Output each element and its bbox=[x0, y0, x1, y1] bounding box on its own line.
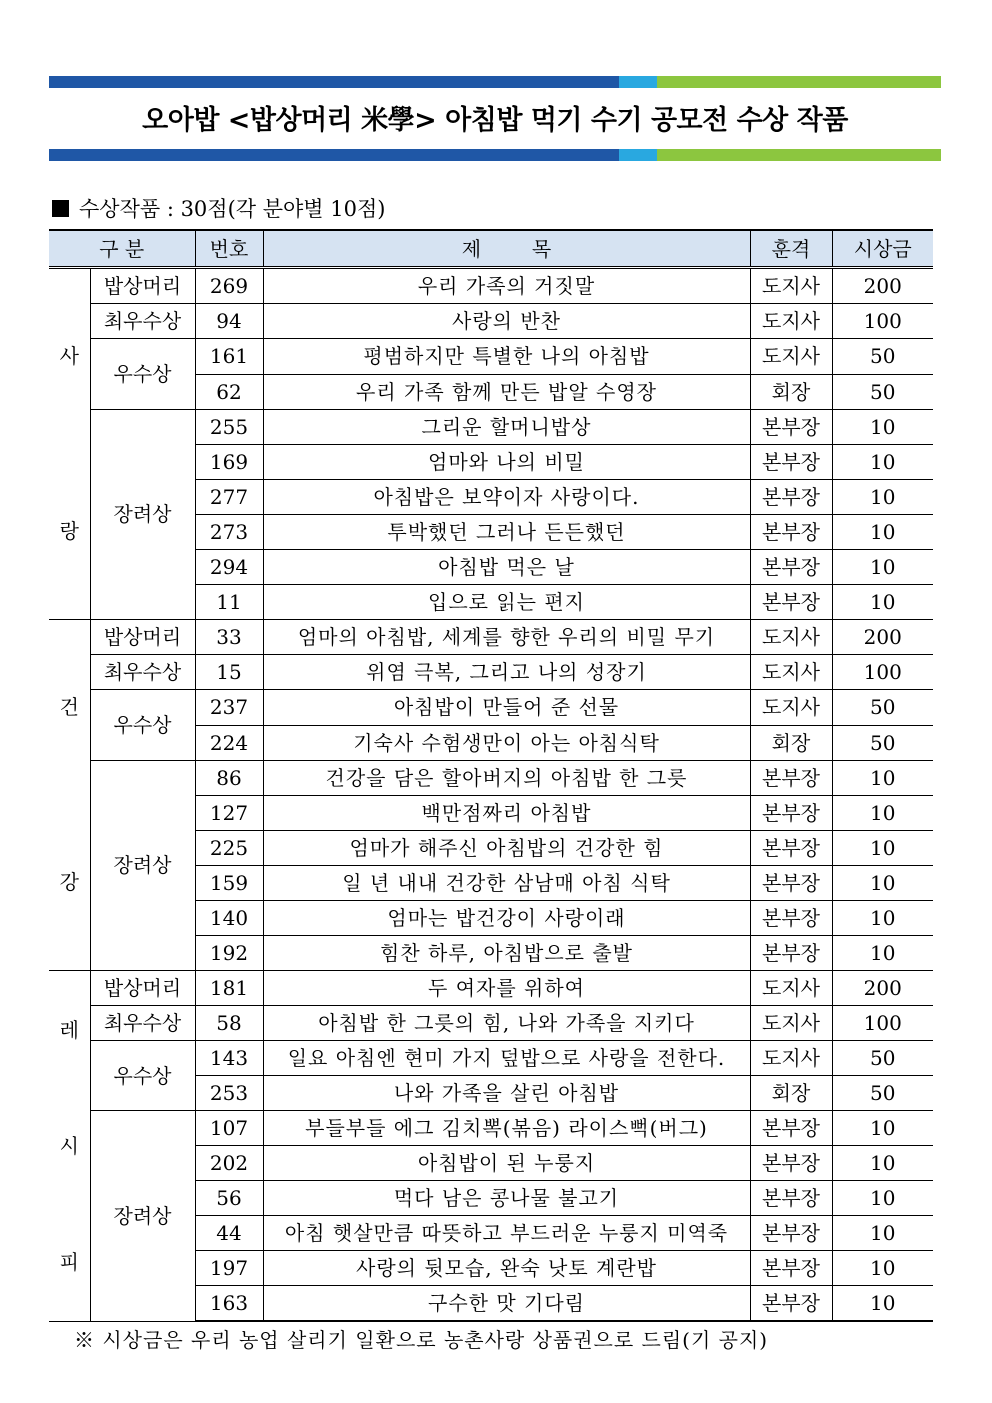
title-cell: 아침밥이 만들어 준 선물 bbox=[263, 690, 750, 726]
award-cell: 밥상머리 bbox=[90, 971, 195, 1006]
number-cell: 277 bbox=[195, 480, 263, 515]
award-cell: 최우수상 bbox=[90, 655, 195, 690]
square-bullet-icon bbox=[52, 200, 69, 217]
awards-table bbox=[49, 229, 933, 1322]
prize-cell: 10 bbox=[832, 1111, 933, 1146]
prize-cell: 50 bbox=[832, 1041, 933, 1076]
rank-cell: 본부장 bbox=[750, 445, 832, 480]
prize-cell: 10 bbox=[832, 1286, 933, 1322]
number-cell: 197 bbox=[195, 1251, 263, 1286]
rank-cell: 도지사 bbox=[750, 268, 832, 304]
title-cell: 먹다 남은 콩나물 불고기 bbox=[263, 1181, 750, 1216]
title-cell: 위염 극복, 그리고 나의 성장기 bbox=[263, 655, 750, 690]
prize-cell: 200 bbox=[832, 620, 933, 655]
prize-cell: 10 bbox=[832, 796, 933, 831]
number-cell: 58 bbox=[195, 1006, 263, 1041]
table-row bbox=[49, 339, 933, 375]
table-header-row bbox=[49, 230, 933, 268]
table-row bbox=[49, 655, 933, 690]
category-char: 레 bbox=[59, 1017, 79, 1042]
title-cell: 기숙사 수험생만이 아는 아침식탁 bbox=[263, 725, 750, 760]
number-cell: 269 bbox=[195, 268, 263, 304]
category-char: 피 bbox=[59, 1249, 79, 1274]
rank-cell: 도지사 bbox=[750, 339, 832, 375]
rank-cell: 본부장 bbox=[750, 550, 832, 585]
rank-cell: 도지사 bbox=[750, 620, 832, 655]
award-cell: 우수상 bbox=[90, 1041, 195, 1111]
category-char: 사 bbox=[59, 344, 79, 368]
table-row bbox=[49, 760, 933, 796]
number-cell: 294 bbox=[195, 550, 263, 585]
title-cell: 아침 햇살만큼 따뜻하고 부드러운 누룽지 미역죽 bbox=[263, 1216, 750, 1251]
rank-cell: 회장 bbox=[750, 725, 832, 760]
number-cell: 255 bbox=[195, 409, 263, 445]
title-cell: 아침밥 한 그릇의 힘, 나와 가족을 지키다 bbox=[263, 1006, 750, 1041]
prize-cell: 10 bbox=[832, 550, 933, 585]
title-cell: 일요 아침엔 현미 가지 덮밥으로 사랑을 전한다. bbox=[263, 1041, 750, 1076]
title-cell: 엄마는 밥건강이 사랑이래 bbox=[263, 901, 750, 936]
prize-cell: 10 bbox=[832, 901, 933, 936]
number-cell: 56 bbox=[195, 1181, 263, 1216]
title-cell: 사랑의 반찬 bbox=[263, 304, 750, 339]
number-cell: 127 bbox=[195, 796, 263, 831]
header-title: 제 목 bbox=[263, 230, 750, 268]
category-char: 시 bbox=[59, 1133, 79, 1158]
rank-cell: 본부장 bbox=[750, 796, 832, 831]
number-cell: 163 bbox=[195, 1286, 263, 1322]
prize-cell: 50 bbox=[832, 690, 933, 726]
category-char: 건 bbox=[59, 695, 79, 719]
number-cell: 86 bbox=[195, 760, 263, 796]
rank-cell: 본부장 bbox=[750, 1181, 832, 1216]
category-char: 랑 bbox=[59, 519, 79, 543]
rank-cell: 본부장 bbox=[750, 585, 832, 620]
rank-cell: 본부장 bbox=[750, 936, 832, 971]
prize-cell: 10 bbox=[832, 936, 933, 971]
table-row bbox=[49, 268, 933, 304]
title-cell: 부들부들 에그 김치뽁(볶음) 라이스뻑(버그) bbox=[263, 1111, 750, 1146]
title-cell: 구수한 맛 기다림 bbox=[263, 1286, 750, 1322]
number-cell: 107 bbox=[195, 1111, 263, 1146]
prize-cell: 10 bbox=[832, 409, 933, 445]
header-category: 구 분 bbox=[49, 230, 195, 268]
rank-cell: 본부장 bbox=[750, 866, 832, 901]
rank-cell: 도지사 bbox=[750, 655, 832, 690]
prize-cell: 10 bbox=[832, 1146, 933, 1181]
prize-cell: 100 bbox=[832, 304, 933, 339]
rank-cell: 도지사 bbox=[750, 1041, 832, 1076]
award-cell: 최우수상 bbox=[90, 304, 195, 339]
rank-cell: 도지사 bbox=[750, 304, 832, 339]
summary-line bbox=[52, 195, 385, 223]
number-cell: 169 bbox=[195, 445, 263, 480]
award-cell: 장려상 bbox=[90, 760, 195, 971]
number-cell: 202 bbox=[195, 1146, 263, 1181]
page-title: 오아밥 <밥상머리 米學> 아침밥 먹기 수기 공모전 수상 작품 bbox=[142, 105, 848, 136]
header-prize: 시상금 bbox=[832, 230, 933, 268]
table-row bbox=[49, 971, 933, 1006]
number-cell: 225 bbox=[195, 831, 263, 866]
number-cell: 192 bbox=[195, 936, 263, 971]
prize-cell: 10 bbox=[832, 585, 933, 620]
number-cell: 237 bbox=[195, 690, 263, 726]
rank-cell: 본부장 bbox=[750, 1251, 832, 1286]
title-cell: 백만점짜리 아침밥 bbox=[263, 796, 750, 831]
title-cell: 엄마가 해주신 아침밥의 건강한 힘 bbox=[263, 831, 750, 866]
rank-cell: 도지사 bbox=[750, 1006, 832, 1041]
title-cell: 일 년 내내 건강한 삼남매 아침 식탁 bbox=[263, 866, 750, 901]
title-cell: 우리 가족 함께 만든 밥알 수영장 bbox=[263, 374, 750, 409]
rank-cell: 도지사 bbox=[750, 690, 832, 726]
table-row bbox=[49, 409, 933, 445]
prize-cell: 10 bbox=[832, 760, 933, 796]
category-char: 강 bbox=[59, 870, 79, 894]
table-row bbox=[49, 1111, 933, 1146]
title-cell: 평범하지만 특별한 나의 아침밥 bbox=[263, 339, 750, 375]
award-cell: 장려상 bbox=[90, 1111, 195, 1322]
title-cell: 힘찬 하루, 아침밥으로 출발 bbox=[263, 936, 750, 971]
prize-cell: 10 bbox=[832, 866, 933, 901]
title-cell: 아침밥이 된 누룽지 bbox=[263, 1146, 750, 1181]
title-cell: 건강을 담은 할아버지의 아침밥 한 그릇 bbox=[263, 760, 750, 796]
title-cell: 나와 가족을 살린 아침밥 bbox=[263, 1076, 750, 1111]
rank-cell: 본부장 bbox=[750, 515, 832, 550]
table-row bbox=[49, 620, 933, 655]
rank-cell: 도지사 bbox=[750, 971, 832, 1006]
table-body bbox=[49, 268, 933, 1322]
award-cell: 밥상머리 bbox=[90, 268, 195, 304]
number-cell: 253 bbox=[195, 1076, 263, 1111]
rank-cell: 본부장 bbox=[750, 1111, 832, 1146]
prize-cell: 10 bbox=[832, 1216, 933, 1251]
number-cell: 94 bbox=[195, 304, 263, 339]
number-cell: 224 bbox=[195, 725, 263, 760]
prize-cell: 100 bbox=[832, 655, 933, 690]
prize-cell: 50 bbox=[832, 1076, 933, 1111]
number-cell: 161 bbox=[195, 339, 263, 375]
prize-cell: 10 bbox=[832, 1251, 933, 1286]
rank-cell: 본부장 bbox=[750, 760, 832, 796]
category-cell bbox=[49, 620, 90, 971]
rank-cell: 본부장 bbox=[750, 1286, 832, 1322]
number-cell: 140 bbox=[195, 901, 263, 936]
title-cell: 입으로 읽는 편지 bbox=[263, 585, 750, 620]
rank-cell: 본부장 bbox=[750, 831, 832, 866]
number-cell: 44 bbox=[195, 1216, 263, 1251]
table-row bbox=[49, 304, 933, 339]
prize-cell: 50 bbox=[832, 374, 933, 409]
award-cell: 우수상 bbox=[90, 339, 195, 410]
table-row bbox=[49, 1041, 933, 1076]
rank-cell: 본부장 bbox=[750, 480, 832, 515]
rank-cell: 본부장 bbox=[750, 1216, 832, 1251]
number-cell: 159 bbox=[195, 866, 263, 901]
table-row bbox=[49, 1006, 933, 1041]
prize-cell: 10 bbox=[832, 480, 933, 515]
number-cell: 181 bbox=[195, 971, 263, 1006]
number-cell: 33 bbox=[195, 620, 263, 655]
award-cell: 장려상 bbox=[90, 409, 195, 620]
prize-cell: 50 bbox=[832, 339, 933, 375]
title-cell: 사랑의 뒷모습, 완숙 낫토 계란밥 bbox=[263, 1251, 750, 1286]
rank-cell: 본부장 bbox=[750, 901, 832, 936]
title-cell: 그리운 할머니밥상 bbox=[263, 409, 750, 445]
prize-cell: 10 bbox=[832, 1181, 933, 1216]
summary-text: 수상작품 : 30점(각 분야별 10점) bbox=[79, 197, 386, 221]
title-cell: 엄마의 아침밥, 세계를 향한 우리의 비밀 무기 bbox=[263, 620, 750, 655]
prize-cell: 10 bbox=[832, 831, 933, 866]
prize-cell: 200 bbox=[832, 268, 933, 304]
number-cell: 273 bbox=[195, 515, 263, 550]
header-rank: 훈격 bbox=[750, 230, 832, 268]
title-cell: 우리 가족의 거짓말 bbox=[263, 268, 750, 304]
rank-cell: 본부장 bbox=[750, 1146, 832, 1181]
header-bar-bottom bbox=[49, 149, 941, 161]
title-cell: 아침밥은 보약이자 사랑이다. bbox=[263, 480, 750, 515]
prize-cell: 10 bbox=[832, 515, 933, 550]
prize-cell: 100 bbox=[832, 1006, 933, 1041]
rank-cell: 회장 bbox=[750, 1076, 832, 1111]
header-bar-top bbox=[49, 76, 941, 88]
number-cell: 62 bbox=[195, 374, 263, 409]
category-cell bbox=[49, 268, 90, 620]
rank-cell: 본부장 bbox=[750, 409, 832, 445]
title-cell: 엄마와 나의 비밀 bbox=[263, 445, 750, 480]
prize-cell: 10 bbox=[832, 445, 933, 480]
award-cell: 최우수상 bbox=[90, 1006, 195, 1041]
title-cell: 투박했던 그러나 든든했던 bbox=[263, 515, 750, 550]
table-row bbox=[49, 690, 933, 726]
number-cell: 15 bbox=[195, 655, 263, 690]
prize-cell: 200 bbox=[832, 971, 933, 1006]
title-cell: 아침밥 먹은 날 bbox=[263, 550, 750, 585]
award-cell: 밥상머리 bbox=[90, 620, 195, 655]
title-cell: 두 여자를 위하여 bbox=[263, 971, 750, 1006]
number-cell: 143 bbox=[195, 1041, 263, 1076]
footnote: ※ 시상금은 우리 농업 살리기 일환으로 농촌사랑 상품권으로 드림(기 공지) bbox=[74, 1328, 769, 1352]
rank-cell: 회장 bbox=[750, 374, 832, 409]
header-number: 번호 bbox=[195, 230, 263, 268]
category-cell bbox=[49, 971, 90, 1322]
prize-cell: 50 bbox=[832, 725, 933, 760]
number-cell: 11 bbox=[195, 585, 263, 620]
award-cell: 우수상 bbox=[90, 690, 195, 761]
